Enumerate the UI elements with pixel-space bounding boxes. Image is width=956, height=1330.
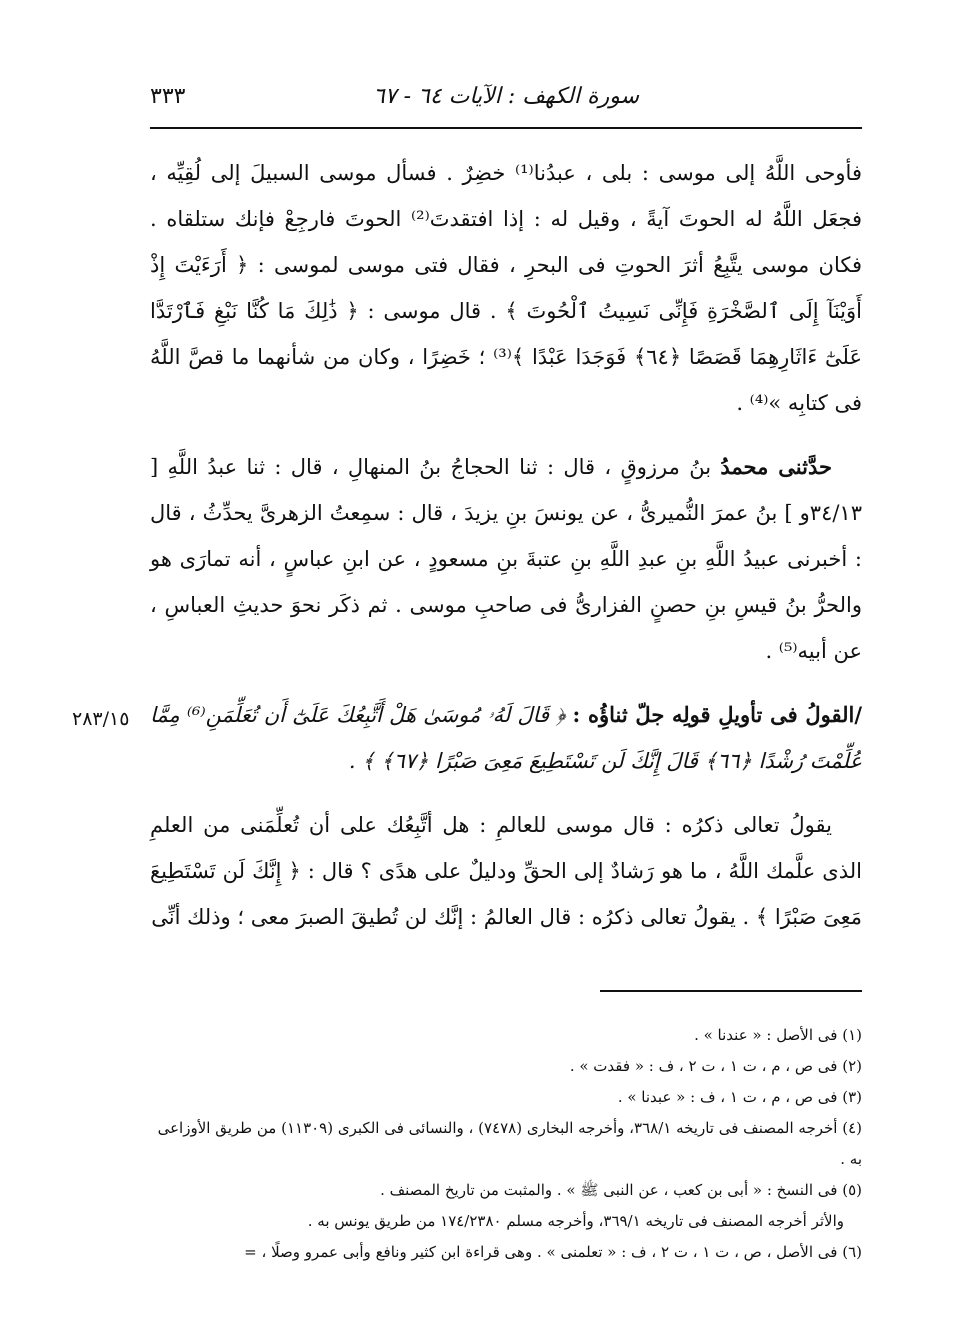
paragraph-1-text: فأوحى اللَّهُ إلى موسى : بلى ، عبدُنا⁽¹⁾ خضِرٌ . فسأل موسى السبيلَ إلى لُقِيِّه ، فجعَل اللَّهُ له الحوتَ آيةً ، وقيل له : إذا افتقدتَ⁽²⁾ الحوتَ فارجِعْ فإنك ستلقاه . فكان موسى يتَّبِعُ أثرَ الحوتِ فى البحرِ ، فقال فتى موسى لموسى : ﴿ أَرَءَيْتَ إِذْ أَوَيْنَآ إِلَى ٱلصَّخْرَةِ فَإِنِّى نَسِيتُ ٱلْحُوتَ ﴾ . قال موسى : ﴿ ذَٰلِكَ مَا كُنَّا نَبْغِ فَٱرْتَدَّا عَلَىٰٓ ءَاثَارِهِمَا قَصَصًا ﴿٦٤﴾ فَوَجَدَا عَبْدًا ﴾⁽³⁾ ؛ خَضِرًا ، وكان من شأنهما ما قصَّ اللَّهُ فى كتابِه »⁽⁴⁾ . <box>150 161 863 415</box>
paragraph-3-text: ﴿ قَالَ لَهُۥ مُوسَىٰ هَلْ أَتَّبِعُكَ عَلَىٰٓ أَن تُعَلِّمَنِ⁽⁶⁾ مِمَّا عُلِّمْتَ رُشْدًا ﴿٦٦﴾ قَالَ إِنَّكَ لَن تَسْتَطِيعَ مَعِىَ صَبْرًا ﴿٦٧﴾ ﴾ . <box>150 703 862 773</box>
page-header <box>150 78 862 122</box>
footnote-rule <box>600 990 862 992</box>
paragraph-3-lead: /القولُ فى تأويلِ قولِه جلّ ثناؤُه : <box>572 702 862 727</box>
running-title: سورة الكهف : الآيات ٦٤ - ٦٧ <box>372 84 640 109</box>
footnote-5-continued: والأثر أخرجه المصنف فى تاريخه ٣٦٩/١، وأخرجه مسلم ١٧٤/٢٣٨٠ من طريق يونس به . <box>307 1212 844 1230</box>
footnote-5: (٥) فى النسخ : « أبى بن كعب ، عن النبى ﷺ » . والمثبت من تاريخ المصنف . <box>380 1181 862 1199</box>
footnotes <box>150 1020 862 1268</box>
page-number: ٣٣٣ <box>150 84 186 109</box>
main-text <box>150 150 862 958</box>
footnote-6: (٦) فى الأصل ، ص ، ت ١ ، ت ٢ ، ف : « تعلمنى » . وهى قراءة ابن كثير ونافع وأبى عمرو وصلًا ، = <box>244 1243 862 1261</box>
margin-reference: ٢٨٣/١٥ <box>72 708 130 730</box>
paragraph-2-lead: حدَّثنى محمدُ <box>720 454 832 479</box>
footnote-4: (٤) أخرجه المصنف فى تاريخه ٣٦٨/١، وأخرجه البخارى (٧٤٧٨) ، والنسائى فى الكبرى (١١٣٠٩) من طريق الأوزاعى به . <box>157 1119 862 1168</box>
paragraph-2 <box>150 444 862 674</box>
footnote-1: (١) فى الأصل : « عندنا » . <box>694 1026 862 1044</box>
paragraph-3 <box>150 692 862 784</box>
footnote-2: (٢) فى ص ، م ، ت ١ ، ت ٢ ، ف : « فقدت » . <box>569 1057 862 1075</box>
footnote-3: (٣) فى ص ، م ، ت ١ ، ف : « عبدنا » . <box>617 1088 862 1106</box>
paragraph-4 <box>150 802 862 940</box>
header-rule <box>150 127 862 129</box>
paragraph-2-text: بنُ مرزوقٍ ، قال : ثنا الحجاجُ بنُ المنهالِ ، قال : ثنا عبدُ اللَّهِ [ ٣٤/١٣و ] بنُ عمرَ النُّميرىُّ ، عن يونسَ بنِ يزيدَ ، قال : سمِعتُ الزهرىَّ يحدِّثُ ، قال : أخبرنى عبيدُ اللَّهِ بنِ عبدِ اللَّهِ بنِ عتبةَ بنِ مسعودٍ ، عن ابنِ عباسٍ ، أنه تمارَى هو والحرُّ بنُ قيسِ بنِ حصنٍ الفزارىُّ فى صاحبِ موسى . ثم ذكَر نحوَ حديثِ العباسِ ، عن أبيه⁽⁵⁾ . <box>150 455 862 663</box>
paragraph-1 <box>150 150 862 426</box>
paragraph-4-text: يقولُ تعالى ذكرُه : قال موسى للعالمِ : هل أتَّبِعُك على أن تُعلِّمَنى من العلمِ الذى علَّمك اللَّهُ ، ما هو رَشادٌ إلى الحقِّ ودليلٌ على هدًى ؟ قال : ﴿ إِنَّكَ لَن تَسْتَطِيعَ مَعِىَ صَبْرًا ﴾ . يقولُ تعالى ذكرُه : قال العالمُ : إنَّك لن تُطيقَ الصبرَ معى ؛ وذلك أنِّى <box>150 813 862 929</box>
